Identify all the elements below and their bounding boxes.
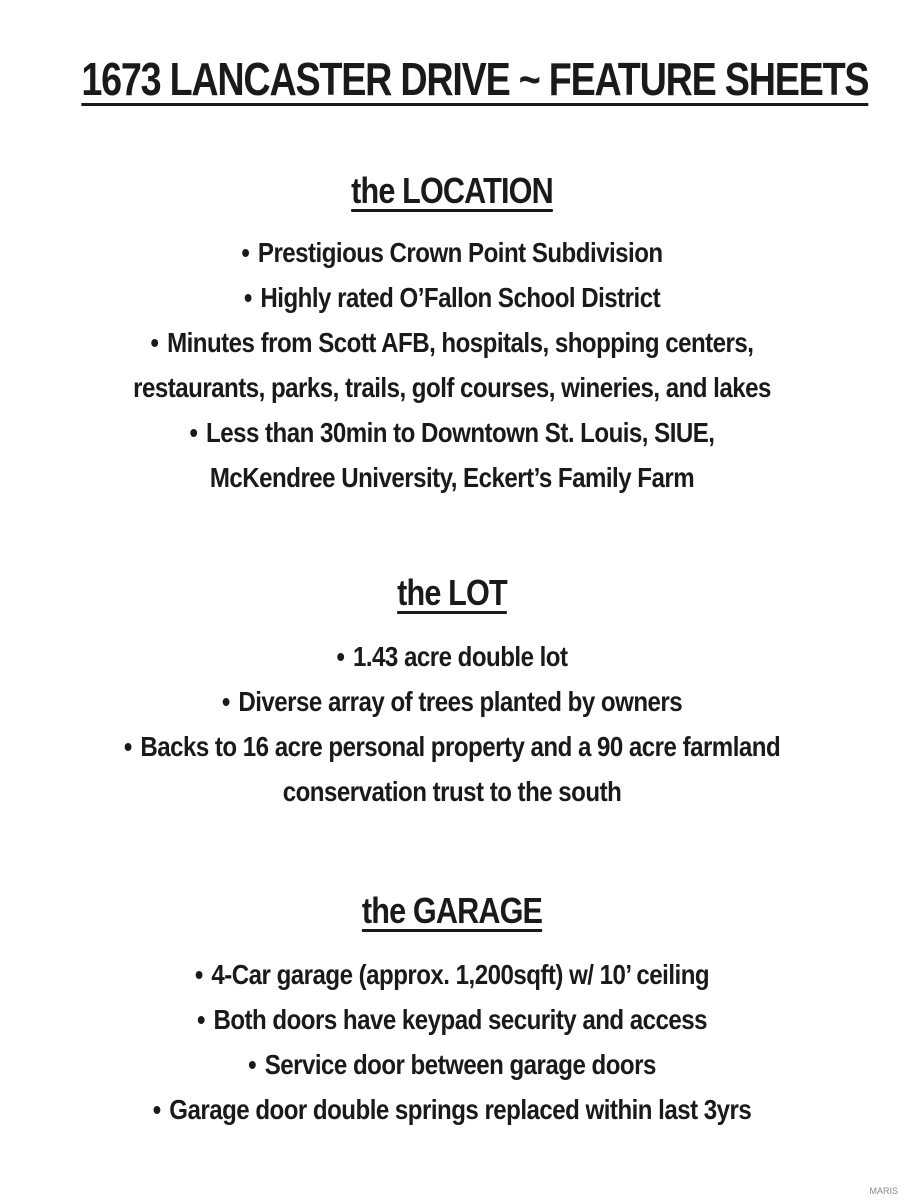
section-lot <box>0 572 904 814</box>
watermark: MARIS <box>869 1186 898 1196</box>
list-item: • Highly rated O’Fallon School District <box>63 275 840 320</box>
bullet-icon: • <box>194 959 203 990</box>
list-item-continuation: restaurants, parks, trails, golf courses, wineries, and lakes <box>133 372 771 403</box>
section-location <box>0 170 904 500</box>
list-item: • Diverse array of trees planted by owners <box>63 679 840 724</box>
section-heading-garage: the GARAGE <box>361 890 543 931</box>
bullet-icon: • <box>152 1094 161 1125</box>
list-item: • Garage door double springs replaced within last 3yrs <box>63 1087 840 1132</box>
bullet-icon: • <box>189 417 198 448</box>
list-item: • Service door between garage doors <box>63 1042 840 1087</box>
bullet-icon: • <box>196 1004 205 1035</box>
bullet-icon: • <box>221 686 230 717</box>
section-garage <box>0 890 904 1132</box>
bullet-icon: • <box>336 641 345 672</box>
page-title <box>81 52 869 106</box>
list-item: • Prestigious Crown Point Subdivision <box>63 230 840 275</box>
bullet-icon: • <box>241 237 250 268</box>
bullet-icon: • <box>248 1049 257 1080</box>
list-item: • 4-Car garage (approx. 1,200sqft) w/ 10’ ceiling <box>63 952 840 997</box>
list-item: • Backs to 16 acre personal property and a 90 acre farmland <box>63 724 840 769</box>
list-item: • Both doors have keypad security and access <box>63 997 840 1042</box>
list-item: • Less than 30min to Downtown St. Louis, SIUE, <box>63 410 840 455</box>
bullet-icon: • <box>150 327 159 358</box>
list-item-continuation: McKendree University, Eckert’s Family Farm <box>209 462 695 493</box>
list-item-continuation: conservation trust to the south <box>282 776 622 807</box>
page-title-text: 1673 LANCASTER DRIVE ~ FEATURE SHEETS <box>81 53 869 105</box>
bullet-icon: • <box>123 731 132 762</box>
section-heading-location: the LOCATION <box>351 170 553 211</box>
list-item: • Minutes from Scott AFB, hospitals, shopping centers, <box>63 320 840 365</box>
list-item: • 1.43 acre double lot <box>63 634 840 679</box>
section-heading-lot: the LOT <box>397 572 507 613</box>
bullet-icon: • <box>243 282 252 313</box>
